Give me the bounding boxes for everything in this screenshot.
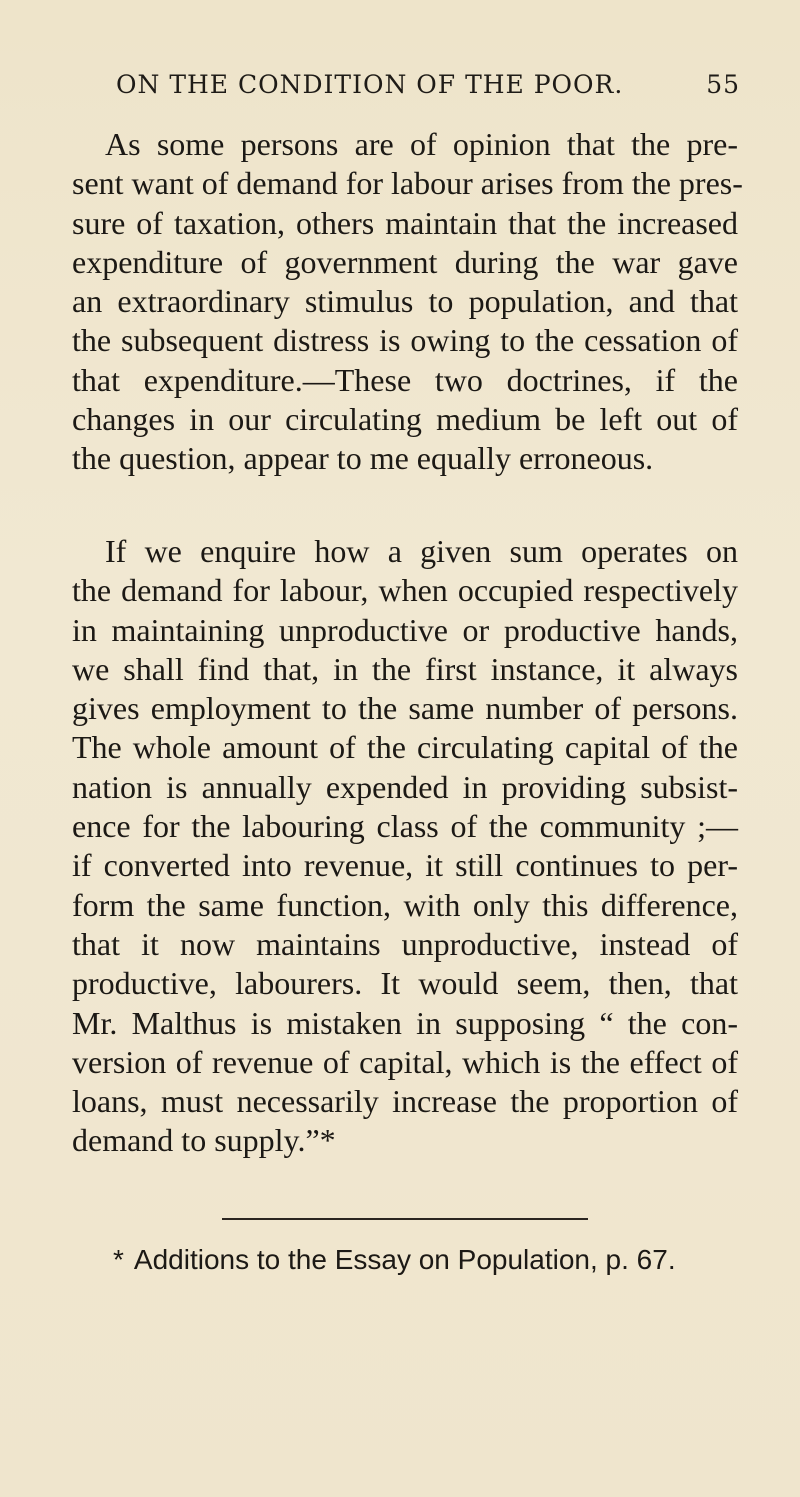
- text-line: loans, must necessarily increase the proportion of: [72, 1083, 738, 1120]
- running-head: ON THE CONDITION OF THE POOR.: [116, 70, 624, 99]
- footnote-rule: [222, 1218, 588, 1220]
- text-line: sent want of demand for labour arises from the pres-: [72, 165, 743, 202]
- text-line: demand to supply.”*: [72, 1122, 336, 1159]
- footnote: [113, 1244, 676, 1276]
- text-line: the question, appear to me equally erroneous.: [72, 440, 654, 477]
- text-line: expenditure of government during the war gave: [72, 243, 738, 280]
- text-line: productive, labourers. It would seem, then, that: [72, 965, 738, 1002]
- text-line: we shall find that, in the first instance, it always: [72, 650, 738, 687]
- text-line: ence for the labouring class of the community ;—: [72, 808, 738, 845]
- text-line: if converted into revenue, it still continues to per-: [72, 847, 738, 884]
- text-line: the subsequent distress is owing to the cessation of: [72, 322, 738, 359]
- text-line: Mr. Malthus is mistaken in supposing “ the con-: [72, 1004, 738, 1041]
- text-line: that expenditure.—These two doctrines, if the: [72, 361, 738, 398]
- text-line: that it now maintains unproductive, instead of: [72, 925, 738, 962]
- paragraph-demand-for-labour: [72, 532, 738, 1161]
- text-line: form the same function, with only this difference,: [72, 886, 738, 923]
- text-line: gives employment to the same number of persons.: [72, 690, 738, 727]
- footnote-mark: *: [113, 1244, 124, 1275]
- text-line: sure of taxation, others maintain that the increased: [72, 204, 738, 241]
- text-line: nation is annually expended in providing subsist-: [72, 768, 738, 805]
- text-line: changes in our circulating medium be left out of: [72, 401, 738, 438]
- footnote-text: Additions to the Essay on Population, p. 67.: [133, 1244, 676, 1275]
- text-line: an extraordinary stimulus to population, and that: [72, 283, 738, 320]
- text-line: in maintaining unproductive or productive hands,: [72, 611, 738, 648]
- text-line: version of revenue of capital, which is the effect of: [72, 1043, 738, 1080]
- text-line: The whole amount of the circulating capital of the: [72, 729, 738, 766]
- page-number: 55: [706, 70, 740, 99]
- text-line: If we enquire how a given sum operates on: [105, 533, 738, 569]
- page-header: [116, 70, 740, 110]
- text-line: As some persons are of opinion that the pre-: [105, 126, 738, 162]
- text-line: the demand for labour, when occupied respectively: [72, 572, 738, 609]
- paragraph-taxation-doctrines: [72, 125, 743, 479]
